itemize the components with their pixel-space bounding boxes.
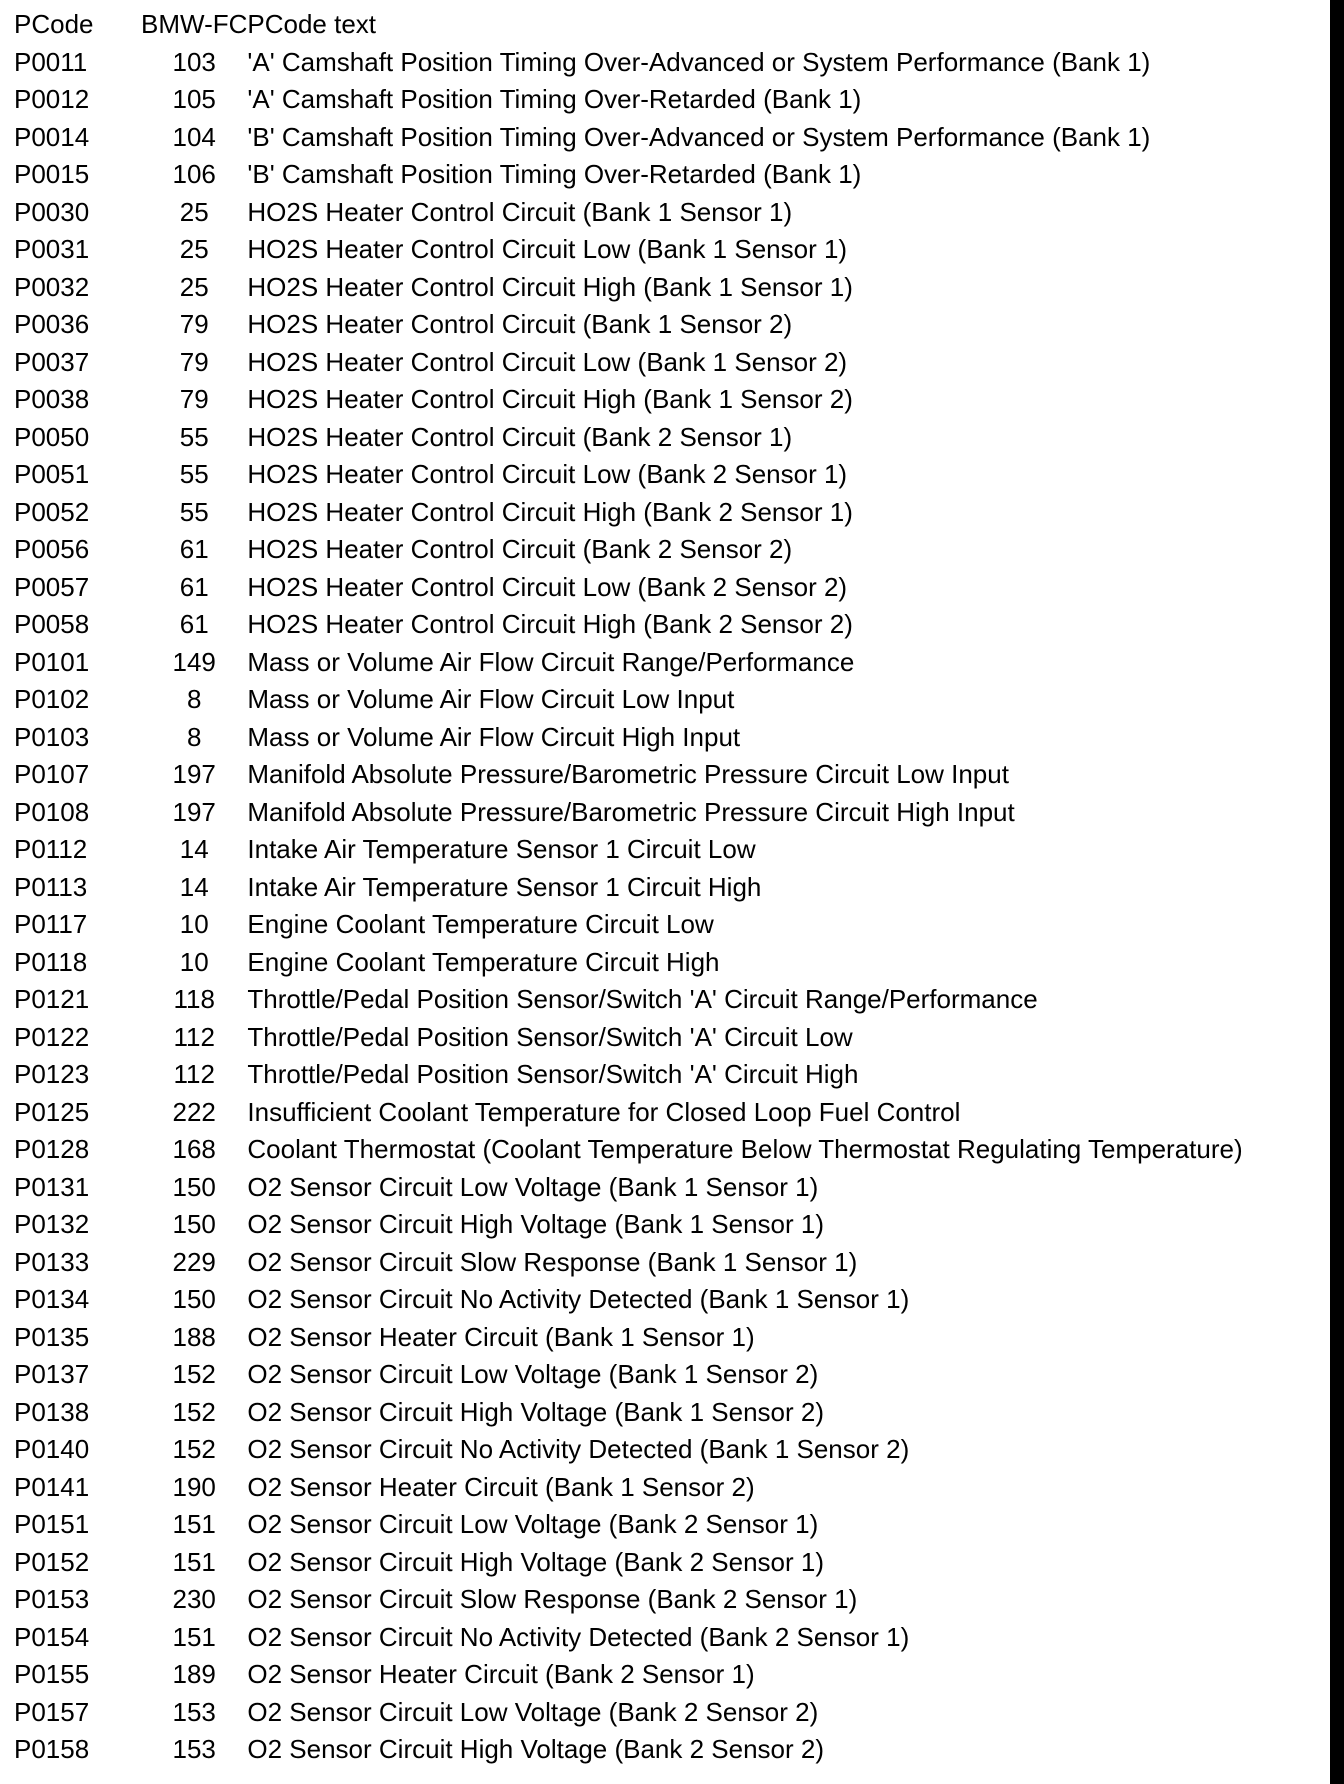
cell-pcode: P0101 [14, 646, 90, 677]
table-row [14, 869, 1243, 907]
cell-pcode: P0038 [14, 384, 90, 414]
cell-pcode-text: O2 Sensor Heater Circuit (Bank 1 Sensor 2) [247, 1471, 755, 1502]
cell-bmw-fc: 8 [186, 684, 202, 714]
cell-bmw-fc: 151 [172, 1621, 216, 1652]
cell-pcode: P0123 [14, 1059, 90, 1089]
cell-bmw-fc: 112 [173, 1059, 215, 1089]
cell-pcode-text: HO2S Heater Control Circuit (Bank 1 Sensor 2) [247, 309, 793, 339]
table-row [14, 156, 1243, 194]
table-row [14, 44, 1243, 82]
cell-bmw-fc: 151 [172, 1546, 216, 1577]
cell-pcode: P0121 [14, 984, 90, 1014]
cell-bmw-fc: 25 [179, 196, 209, 227]
cell-pcode-text: O2 Sensor Circuit High Voltage (Bank 2 Sensor 2) [247, 1734, 825, 1764]
table-row [14, 1131, 1243, 1169]
page-edge-bar [1330, 0, 1344, 1784]
cell-pcode: P0132 [14, 1209, 90, 1239]
cell-pcode: P0112 [14, 834, 88, 864]
cell-bmw-fc: 118 [173, 984, 215, 1014]
cell-pcode: P0137 [14, 1359, 90, 1389]
table-row [14, 1056, 1243, 1094]
cell-pcode-text: HO2S Heater Control Circuit Low (Bank 2 Sensor 2) [247, 571, 848, 602]
cell-bmw-fc: 79 [179, 346, 209, 377]
cell-pcode: P0036 [14, 309, 90, 339]
cell-bmw-fc: 10 [179, 909, 209, 939]
cell-pcode: P0014 [14, 121, 90, 152]
cell-pcode-text: Engine Coolant Temperature Circuit Low [247, 909, 714, 939]
cell-bmw-fc: 106 [172, 159, 216, 189]
cell-pcode: P0050 [14, 421, 90, 452]
cell-pcode-text: HO2S Heater Control Circuit Low (Bank 1 Sensor 2) [247, 346, 848, 377]
cell-pcode: P0134 [14, 1284, 90, 1314]
table-row [14, 456, 1243, 494]
cell-pcode-text: O2 Sensor Heater Circuit (Bank 1 Sensor 1) [247, 1321, 755, 1352]
cell-pcode-text: HO2S Heater Control Circuit High (Bank 2 Sensor 1) [247, 496, 853, 527]
table-row [14, 1206, 1243, 1244]
cell-pcode: P0122 [14, 1021, 90, 1052]
cell-pcode-text: HO2S Heater Control Circuit Low (Bank 1 Sensor 1) [247, 234, 848, 264]
cell-bmw-fc: 152 [172, 1359, 216, 1389]
pcode-table [14, 6, 1243, 1769]
cell-pcode: P0037 [14, 346, 90, 377]
table-row [14, 719, 1243, 757]
column-header-bmw-fc: BMW-FC [141, 9, 248, 39]
table-row [14, 1619, 1243, 1657]
cell-pcode-text: Insufficient Coolant Temperature for Closed Loop Fuel Control [247, 1096, 961, 1127]
cell-pcode-text: Mass or Volume Air Flow Circuit Range/Performance [247, 646, 855, 677]
cell-bmw-fc: 55 [179, 459, 209, 489]
cell-pcode-text: Throttle/Pedal Position Sensor/Switch 'A' Circuit Low [247, 1021, 853, 1052]
table-row [14, 1094, 1243, 1132]
table-row [14, 1169, 1243, 1207]
cell-pcode: P0135 [14, 1321, 90, 1352]
table-row [14, 1731, 1243, 1769]
table-row [14, 1469, 1243, 1507]
cell-pcode: P0141 [14, 1471, 90, 1502]
cell-pcode-text: O2 Sensor Circuit Low Voltage (Bank 1 Sensor 2) [247, 1359, 819, 1389]
table-body [14, 44, 1243, 1769]
cell-bmw-fc: 61 [179, 571, 209, 602]
cell-pcode: P0128 [14, 1134, 90, 1164]
cell-pcode: P0140 [14, 1434, 90, 1464]
cell-pcode: P0113 [14, 871, 88, 902]
cell-pcode-text: HO2S Heater Control Circuit (Bank 2 Sensor 1) [247, 421, 793, 452]
cell-pcode: P0154 [14, 1621, 90, 1652]
table-row [14, 119, 1243, 157]
cell-pcode-text: HO2S Heater Control Circuit High (Bank 1 Sensor 2) [247, 384, 853, 414]
cell-bmw-fc: 188 [172, 1321, 216, 1352]
table-row [14, 494, 1243, 532]
cell-pcode: P0108 [14, 796, 90, 827]
cell-pcode-text: O2 Sensor Circuit No Activity Detected (Bank 2 Sensor 1) [247, 1621, 910, 1652]
table-row [14, 344, 1243, 382]
cell-pcode: P0125 [14, 1096, 90, 1127]
cell-bmw-fc: 25 [179, 271, 209, 302]
cell-pcode: P0012 [14, 84, 90, 114]
table-row [14, 1506, 1243, 1544]
cell-pcode-text: Manifold Absolute Pressure/Barometric Pressure Circuit Low Input [247, 759, 1009, 789]
cell-bmw-fc: 197 [172, 759, 216, 789]
cell-pcode-text: O2 Sensor Circuit No Activity Detected (Bank 1 Sensor 2) [247, 1434, 910, 1464]
table-row [14, 531, 1243, 569]
table-row [14, 1581, 1243, 1619]
cell-pcode: P0056 [14, 534, 90, 564]
cell-bmw-fc: 61 [179, 609, 209, 639]
table-row [14, 1281, 1243, 1319]
cell-bmw-fc: 105 [172, 84, 216, 114]
column-header-pcode: PCode [14, 9, 94, 39]
cell-pcode: P0133 [14, 1246, 90, 1277]
table-row [14, 569, 1243, 607]
table-row [14, 1431, 1243, 1469]
cell-pcode-text: O2 Sensor Circuit High Voltage (Bank 2 Sensor 1) [247, 1546, 825, 1577]
cell-bmw-fc: 229 [172, 1246, 216, 1277]
table-row [14, 231, 1243, 269]
cell-bmw-fc: 197 [172, 796, 216, 827]
table-row [14, 981, 1243, 1019]
cell-bmw-fc: 10 [179, 946, 209, 977]
table-row [14, 306, 1243, 344]
cell-pcode-text: Throttle/Pedal Position Sensor/Switch 'A' Circuit High [247, 1059, 859, 1089]
table-row [14, 1356, 1243, 1394]
cell-bmw-fc: 8 [186, 721, 202, 752]
table-row [14, 1544, 1243, 1582]
cell-bmw-fc: 153 [172, 1696, 216, 1727]
cell-bmw-fc: 14 [179, 871, 209, 902]
cell-bmw-fc: 222 [172, 1096, 216, 1127]
cell-bmw-fc: 150 [172, 1171, 216, 1202]
cell-pcode-text: Mass or Volume Air Flow Circuit Low Input [247, 684, 735, 714]
cell-bmw-fc: 25 [179, 234, 209, 264]
cell-pcode-text: O2 Sensor Circuit Slow Response (Bank 2 Sensor 1) [247, 1584, 858, 1614]
cell-pcode: P0157 [14, 1696, 90, 1727]
cell-pcode: P0057 [14, 571, 90, 602]
cell-pcode-text: 'B' Camshaft Position Timing Over-Advanced or System Performance (Bank 1) [247, 121, 1151, 152]
cell-bmw-fc: 79 [179, 384, 209, 414]
table-row [14, 1319, 1243, 1357]
cell-pcode: P0118 [14, 946, 88, 977]
cell-bmw-fc: 189 [172, 1659, 216, 1689]
table-row [14, 419, 1243, 457]
cell-bmw-fc: 152 [172, 1434, 216, 1464]
cell-pcode-text: O2 Sensor Circuit Low Voltage (Bank 2 Sensor 1) [247, 1509, 819, 1539]
cell-pcode: P0152 [14, 1546, 90, 1577]
cell-pcode: P0051 [14, 459, 90, 489]
cell-bmw-fc: 150 [172, 1284, 216, 1314]
cell-bmw-fc: 79 [179, 309, 209, 339]
table-row [14, 944, 1243, 982]
table-header-row [14, 6, 1243, 44]
cell-pcode: P0117 [14, 909, 88, 939]
cell-pcode-text: HO2S Heater Control Circuit (Bank 2 Sensor 2) [247, 534, 793, 564]
cell-pcode: P0158 [14, 1734, 90, 1764]
table-row [14, 606, 1243, 644]
cell-pcode: P0155 [14, 1659, 90, 1689]
table-row [14, 1019, 1243, 1057]
cell-pcode-text: HO2S Heater Control Circuit High (Bank 2 Sensor 2) [247, 609, 853, 639]
cell-pcode-text: O2 Sensor Circuit Low Voltage (Bank 2 Sensor 2) [247, 1696, 819, 1727]
cell-pcode: P0031 [14, 234, 90, 264]
cell-bmw-fc: 61 [179, 534, 209, 564]
cell-pcode-text: O2 Sensor Circuit High Voltage (Bank 1 Sensor 2) [247, 1396, 825, 1427]
table-row [14, 81, 1243, 119]
table-row [14, 269, 1243, 307]
table-row [14, 1656, 1243, 1694]
cell-pcode-text: HO2S Heater Control Circuit High (Bank 1 Sensor 1) [247, 271, 853, 302]
cell-pcode-text: O2 Sensor Circuit Slow Response (Bank 1 Sensor 1) [247, 1246, 858, 1277]
cell-pcode: P0131 [14, 1171, 90, 1202]
cell-bmw-fc: 152 [172, 1396, 216, 1427]
cell-pcode-text: Throttle/Pedal Position Sensor/Switch 'A' Circuit Range/Performance [247, 984, 1038, 1014]
cell-pcode-text: Coolant Thermostat (Coolant Temperature Below Thermostat Regulating Temperature) [247, 1134, 1243, 1164]
cell-pcode: P0151 [14, 1509, 90, 1539]
cell-pcode: P0138 [14, 1396, 90, 1427]
table-row [14, 644, 1243, 682]
cell-pcode-text: 'A' Camshaft Position Timing Over-Retarded (Bank 1) [247, 84, 862, 114]
cell-pcode-text: O2 Sensor Circuit Low Voltage (Bank 1 Sensor 1) [247, 1171, 819, 1202]
cell-bmw-fc: 150 [172, 1209, 216, 1239]
cell-pcode: P0052 [14, 496, 90, 527]
cell-pcode-text: HO2S Heater Control Circuit (Bank 1 Sensor 1) [247, 196, 793, 227]
cell-pcode-text: 'A' Camshaft Position Timing Over-Advanced or System Performance (Bank 1) [247, 46, 1151, 77]
cell-bmw-fc: 104 [172, 121, 216, 152]
cell-pcode: P0030 [14, 196, 90, 227]
cell-bmw-fc: 168 [172, 1134, 216, 1164]
cell-bmw-fc: 112 [173, 1021, 215, 1052]
cell-pcode-text: 'B' Camshaft Position Timing Over-Retarded (Bank 1) [247, 159, 862, 189]
cell-pcode: P0032 [14, 271, 90, 302]
table-row [14, 831, 1243, 869]
cell-pcode-text: HO2S Heater Control Circuit Low (Bank 2 Sensor 1) [247, 459, 848, 489]
cell-pcode-text: Manifold Absolute Pressure/Barometric Pressure Circuit High Input [247, 796, 1015, 827]
cell-pcode-text: Intake Air Temperature Sensor 1 Circuit Low [247, 834, 756, 864]
cell-pcode: P0153 [14, 1584, 90, 1614]
cell-bmw-fc: 14 [179, 834, 209, 864]
table-row [14, 1694, 1243, 1732]
cell-pcode: P0107 [14, 759, 90, 789]
table-row [14, 1394, 1243, 1432]
cell-bmw-fc: 149 [172, 646, 216, 677]
table-row [14, 381, 1243, 419]
cell-pcode: P0103 [14, 721, 90, 752]
column-header-pcode-text: PCode text [247, 9, 377, 39]
cell-pcode-text: Intake Air Temperature Sensor 1 Circuit High [247, 871, 762, 902]
cell-bmw-fc: 151 [172, 1509, 216, 1539]
cell-bmw-fc: 55 [179, 421, 209, 452]
table-row [14, 194, 1243, 232]
cell-bmw-fc: 55 [179, 496, 209, 527]
table-row [14, 756, 1243, 794]
table-row [14, 794, 1243, 832]
cell-pcode-text: O2 Sensor Circuit High Voltage (Bank 1 Sensor 1) [247, 1209, 825, 1239]
table-row [14, 906, 1243, 944]
cell-pcode-text: Mass or Volume Air Flow Circuit High Input [247, 721, 741, 752]
cell-pcode: P0102 [14, 684, 90, 714]
cell-bmw-fc: 103 [172, 46, 216, 77]
cell-pcode-text: O2 Sensor Circuit No Activity Detected (Bank 1 Sensor 1) [247, 1284, 910, 1314]
cell-pcode-text: O2 Sensor Heater Circuit (Bank 2 Sensor 1) [247, 1659, 755, 1689]
cell-bmw-fc: 190 [172, 1471, 216, 1502]
table-row [14, 1244, 1243, 1282]
cell-pcode: P0011 [14, 46, 88, 77]
cell-pcode-text: Engine Coolant Temperature Circuit High [247, 946, 720, 977]
cell-bmw-fc: 230 [172, 1584, 216, 1614]
cell-pcode: P0058 [14, 609, 90, 639]
table-row [14, 681, 1243, 719]
cell-bmw-fc: 153 [172, 1734, 216, 1764]
cell-pcode: P0015 [14, 159, 90, 189]
